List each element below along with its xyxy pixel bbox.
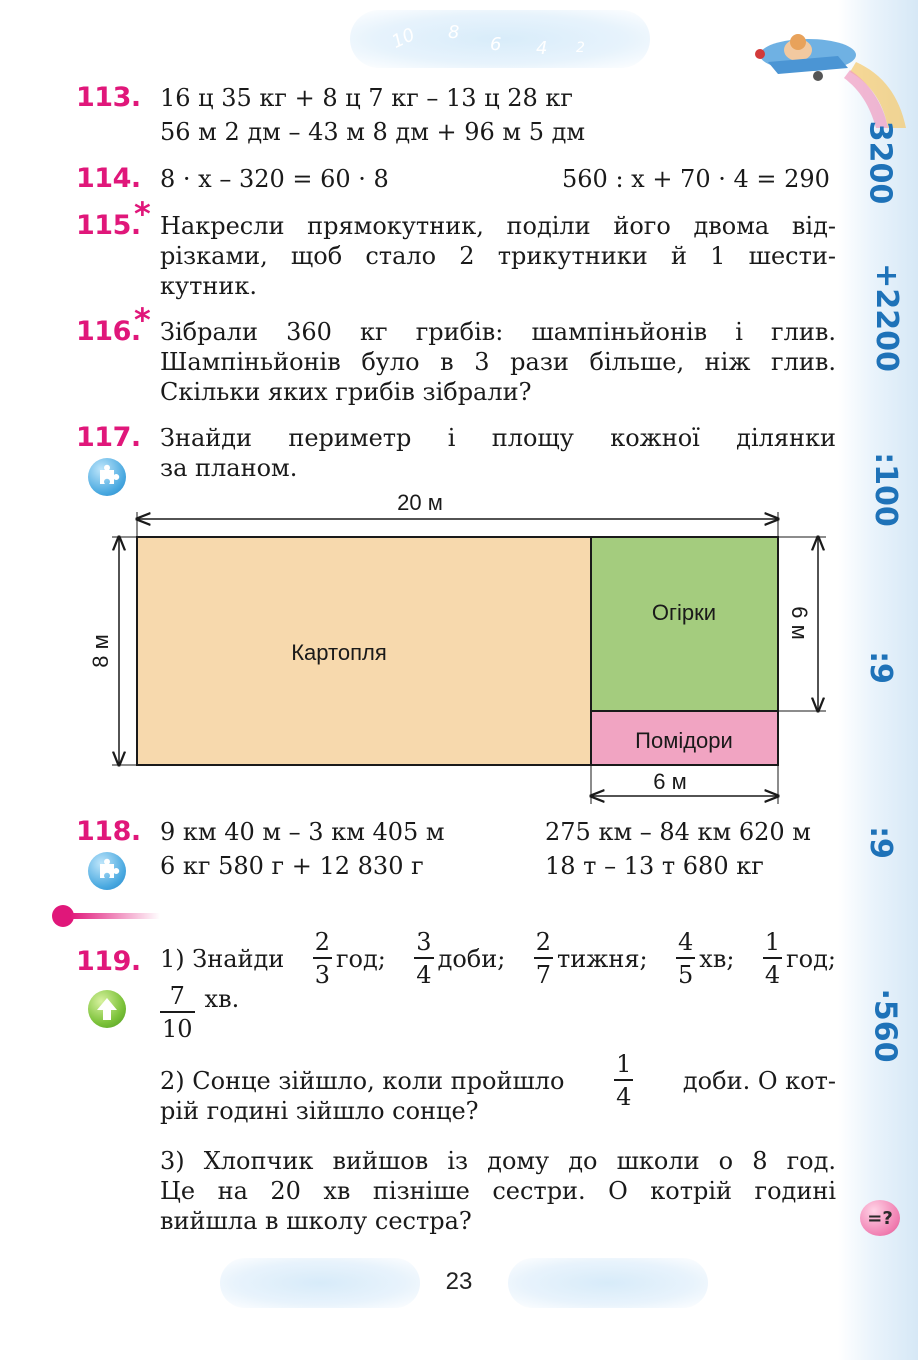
side-label: :100 [867,452,903,527]
help-icon: =? [860,1200,900,1236]
task-118-expression: 6 кг 580 г + 12 830 г [160,852,424,880]
task-number: 113. [76,82,141,113]
fraction: $\frac{1}{4}$ [616,1050,632,1111]
unit-label: год; [786,944,836,973]
task-119-part-2-line: рій годині зійшло сонце? [160,1097,479,1125]
task-115-line: Накресли прямокутник, поділи його двома від- [160,212,836,240]
task-115-line: кутник. [160,272,258,300]
task-118-expression: 9 км 40 м – 3 км 405 м [160,818,445,846]
dimension-label-left: 8 м [88,634,113,668]
fraction: $\frac{1}{4}$ [764,928,781,989]
task-119-part-3-line: вийшла в школу сестра? [160,1207,472,1235]
fraction: $\frac{4}{5}$ [678,928,694,989]
cloud-number: 4 [536,38,548,59]
task-number: 117. [76,422,141,453]
task-117-line: за планом. [160,454,298,482]
task-number: 115. [76,210,141,241]
side-label: ·560 [867,988,903,1063]
task-113-line-1: 16 ц 35 кг + 8 ц 7 кг – 13 ц 28 кг [160,84,574,112]
task-119-part-3-line: Це на 20 хв пізніше сестри. О котрій годині [160,1177,836,1205]
page-number: 23 [445,1268,473,1295]
unit-label: тижня; [557,944,648,973]
section-divider-line [70,913,160,919]
task-119-part-3-line: 3) Хлопчик вийшов із дому до школи о 8 год. [160,1147,836,1175]
side-label: :9 [862,651,898,684]
task-114-equation-left: 8 · x – 320 = 60 · 8 [160,165,389,193]
fraction: $\frac{3}{4}$ [416,928,432,989]
arrow-up-icon [88,990,126,1028]
task-114-equation-right: 560 : x + 70 · 4 = 290 [562,165,830,193]
cloud-number: 6 [490,34,502,55]
dimension-label-top: 20 м [397,490,443,515]
cloud-number: 2 [576,40,585,56]
task-116-line: Скільки яких грибів зібрали? [160,378,532,406]
task-number: 114. [76,163,141,194]
fraction: $\frac{2}{3}$ [314,928,330,989]
task-115-line: різками, щоб стало 2 трикутники й 1 шести- [160,242,836,270]
task-119-intro: 1) Знайди [160,944,285,973]
unit-label: доби; [437,944,506,973]
task-118-expression: 275 км – 84 км 620 м [545,818,811,846]
task-116-line: Шампіньйонів було в 3 рази більше, ніж глив. [160,348,836,376]
task-116-line: Зібрали 360 кг грибів: шампіньйонів і глив. [160,318,836,346]
star-marker: * [134,301,151,339]
fraction: $\frac{7}{10}$ [162,982,193,1043]
task-113-line-2: 56 м 2 дм – 43 м 8 дм + 96 м 5 дм [160,118,586,146]
task-number: 118. [76,816,141,847]
puzzle-icon [88,852,126,890]
unit-label: год; [335,944,386,973]
side-label: 3200 [862,120,898,205]
cloud-number: 8 [448,22,460,43]
side-label: +2200 [868,263,904,372]
area-label-potato: Картопля [291,640,387,665]
task-119-part-1-end [156,984,239,1041]
dimension-label-right: 6 м [787,606,812,640]
area-label-cucumber: Огірки [651,600,717,625]
task-119-part-2-text: 2) Сонце зійшло, коли пройшло [160,1066,565,1095]
task-number: 119. [76,946,141,977]
task-number: 116. [76,316,141,347]
star-marker: * [134,195,151,233]
fraction: $\frac{2}{7}$ [535,928,552,989]
unit-label: хв. [204,984,240,1013]
task-118-expression: 18 т – 13 т 680 кг [545,852,764,880]
side-label: :9 [862,826,898,859]
area-label-tomato: Помідори [635,728,733,753]
task-119-part-1 [160,930,836,987]
dimension-label-bottom: 6 м [653,769,687,794]
unit-label: хв; [699,944,735,973]
cloud-number: 10 [388,24,419,53]
task-119-part-2-text: доби. О кот- [682,1066,836,1095]
task-117-line: Знайди периметр і площу кожної ділянки [160,424,836,452]
